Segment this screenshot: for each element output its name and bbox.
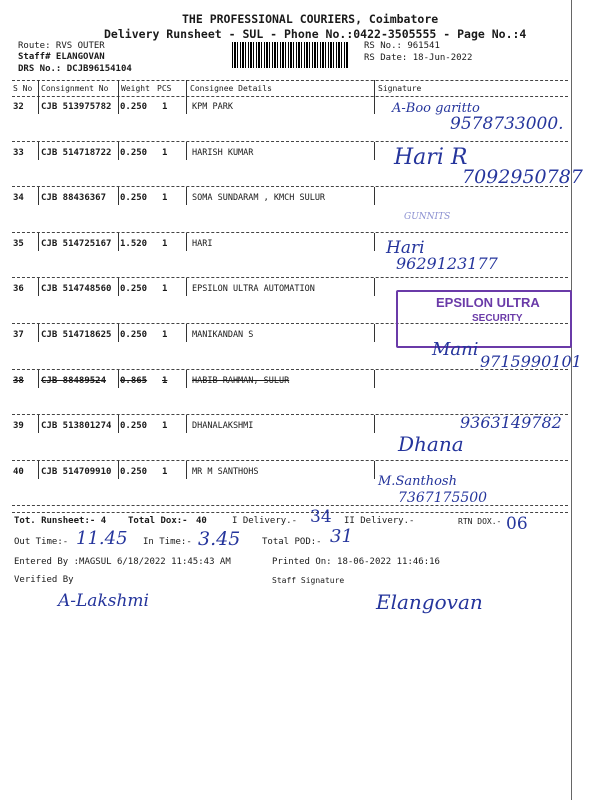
row-sno: 38 (13, 375, 24, 386)
staff-signature: Elangovan (376, 590, 483, 614)
cell-divider (186, 370, 187, 388)
row-consignment-no: CJB 88436367 (41, 193, 107, 204)
row-34-faint-stamp: GUNNITS (404, 212, 451, 222)
row-40-signature: M.Santhosh (378, 474, 457, 489)
cell-divider (186, 415, 187, 433)
row-pcs: 1 (162, 102, 168, 112)
cell-divider (186, 233, 187, 251)
route-label: Route: RVS OUTER (18, 41, 105, 51)
cell-divider (38, 461, 39, 479)
row-consignment-no: CJB 514748560 (41, 284, 112, 295)
cell-divider (186, 461, 187, 479)
row-32-phone: 9578733000. (450, 114, 564, 134)
out-time-label: Out Time:- (14, 537, 69, 547)
row-consignment-no: CJB 514709910 (41, 466, 112, 477)
cell-divider (118, 415, 119, 433)
row-consignment-no: CJB 88489524 (41, 375, 107, 386)
row-weight: 0.865 (120, 375, 148, 386)
rtn-box-label: RTN DOX.- (458, 517, 502, 526)
table-row (0, 187, 572, 233)
row-sno: 34 (13, 193, 24, 204)
row-33-signature: Hari R (394, 145, 468, 170)
in-time-value: 3.45 (198, 528, 241, 550)
row-sno: 37 (13, 330, 24, 340)
cell-divider (38, 96, 39, 114)
row-consignee: MR M SANTHOHS (192, 466, 259, 477)
cell-divider (38, 324, 39, 342)
cell-divider (374, 415, 375, 433)
cell-divider (374, 187, 375, 205)
printed-on: Printed On: 18-06-2022 11:46:16 (272, 557, 440, 567)
drs-number: DRS No.: DCJB96154104 (18, 64, 132, 74)
row-consignee: HABIB RAHMAN, SULUR (192, 375, 290, 386)
row-consignee: KPM PARK (192, 102, 233, 112)
row-consignee: EPSILON ULTRA AUTOMATION (192, 284, 315, 295)
row-weight: 1.520 (120, 238, 148, 249)
row-40-phone: 7367175500 (398, 490, 488, 506)
row-consignee: DHANALAKSHMI (192, 421, 254, 432)
cell-divider (118, 96, 119, 114)
row-sno: 32 (13, 102, 24, 112)
row-sno: 33 (13, 147, 24, 158)
row-consignment-no: CJB 514725167 (41, 238, 112, 249)
row-consignment-no: CJB 513975782 (41, 102, 112, 112)
barcode (232, 42, 348, 68)
row-39-phone: 9363149782 (460, 413, 562, 432)
row-consignment-no: CJB 513801274 (41, 421, 112, 432)
document-title: THE PROFESSIONAL COURIERS, Coimbatore (182, 12, 439, 26)
verified-by-signature: A-Lakshmi (58, 591, 149, 611)
cell-divider (118, 370, 119, 388)
i-delivery-value: 34 (310, 507, 332, 527)
cell-divider (38, 415, 39, 433)
out-time-value: 11.45 (76, 528, 128, 549)
row-pcs: 1 (162, 238, 168, 249)
stamp-line2: SECURITY (472, 313, 523, 324)
cell-divider (186, 142, 187, 160)
row-35-phone: 9629123177 (396, 254, 498, 273)
document-subtitle: Delivery Runsheet - SUL - Phone No.:0422-3505555 - Page No.:4 (104, 27, 527, 41)
in-time-label: In Time:- (143, 537, 192, 547)
row-weight: 0.250 (120, 330, 148, 340)
cell-divider (118, 233, 119, 251)
row-sno: 40 (13, 466, 24, 477)
cell-divider (374, 278, 375, 296)
row-weight: 0.250 (120, 421, 148, 432)
cell-divider (374, 233, 375, 251)
entered-by: Entered By :MAGSUL 6/18/2022 11:45:43 AM (14, 557, 231, 567)
total-box-label: Total Dox:- (128, 516, 188, 526)
cell-divider (186, 324, 187, 342)
row-pcs: 1 (162, 147, 168, 158)
staff-signature-label: Staff Signature (272, 576, 345, 585)
col-header-signature: Signature (378, 84, 422, 93)
cell-divider (186, 187, 187, 205)
cell-divider (374, 370, 375, 388)
col-header-consignment: Consignment No (41, 84, 109, 93)
total-box-value: 40 (196, 516, 207, 526)
cell-divider (38, 370, 39, 388)
row-pcs: 1 (162, 375, 168, 386)
stamp-line1: EPSILON ULTRA (436, 295, 540, 310)
row-weight: 0.250 (120, 147, 148, 158)
row-pcs: 1 (162, 421, 168, 432)
total-pod-label: Total POD:- (262, 537, 322, 547)
cell-divider (374, 324, 375, 342)
total-pod-value: 31 (330, 526, 353, 547)
rs-number: RS No.: 961541 (364, 41, 440, 51)
row-sno: 35 (13, 238, 24, 249)
cell-divider (118, 187, 119, 205)
col-header-consignee: Consignee Details (190, 84, 272, 93)
col-header-sno: S No (13, 84, 33, 93)
cell-divider (186, 96, 187, 114)
row-consignee: MANIKANDAN S (192, 330, 254, 340)
row-consignee: SOMA SUNDARAM , KMCH SULUR (192, 193, 326, 204)
row-consignment-no: CJB 514718625 (41, 330, 112, 340)
cell-divider (38, 187, 39, 205)
row-sno: 39 (13, 421, 24, 432)
row-weight: 0.250 (120, 193, 148, 204)
row-consignment-no: CJB 514718722 (41, 147, 112, 158)
cell-divider (118, 142, 119, 160)
row-weight: 0.250 (120, 102, 148, 112)
table-row (0, 370, 572, 416)
row-pcs: 1 (162, 284, 168, 295)
row-35-signature: Hari (386, 238, 425, 258)
col-header-pcs: PCS (157, 84, 172, 93)
rs-date: RS Date: 18-Jun-2022 (364, 53, 473, 63)
row-consignee: HARI (192, 238, 213, 249)
cell-divider (118, 324, 119, 342)
cell-divider (38, 278, 39, 296)
cell-divider (38, 142, 39, 160)
row-39-signature: Dhana (398, 432, 464, 456)
col-header-weight: Weight (121, 84, 150, 93)
cell-divider (374, 461, 375, 479)
ii-delivery-label: II Delivery.- (344, 516, 415, 526)
staff-label: Staff# ELANGOVAN (18, 52, 105, 62)
cell-divider (374, 142, 375, 160)
row-33-phone: 7092950787 (462, 166, 583, 188)
row-32-signature: A-Boo garitto (392, 101, 480, 116)
total-runsheet: Tot. Runsheet:- 4 (14, 516, 107, 526)
rtn-box-value: 06 (506, 514, 528, 534)
cell-divider (38, 233, 39, 251)
cell-divider (374, 96, 375, 114)
cell-divider (186, 278, 187, 296)
row-weight: 0.250 (120, 466, 148, 477)
row-consignee: HARISH KUMAR (192, 147, 254, 158)
row-pcs: 1 (162, 330, 168, 340)
row-pcs: 1 (162, 466, 168, 477)
row-37-signature: Mani (432, 339, 479, 360)
row-37-phone: 9715990101 (480, 352, 582, 371)
row-sno: 36 (13, 284, 24, 295)
row-pcs: 1 (162, 193, 168, 204)
cell-divider (118, 461, 119, 479)
i-delivery-label: I Delivery.- (232, 516, 298, 526)
cell-divider (118, 278, 119, 296)
row-weight: 0.250 (120, 284, 148, 295)
verified-by-label: Verified By (14, 575, 74, 585)
